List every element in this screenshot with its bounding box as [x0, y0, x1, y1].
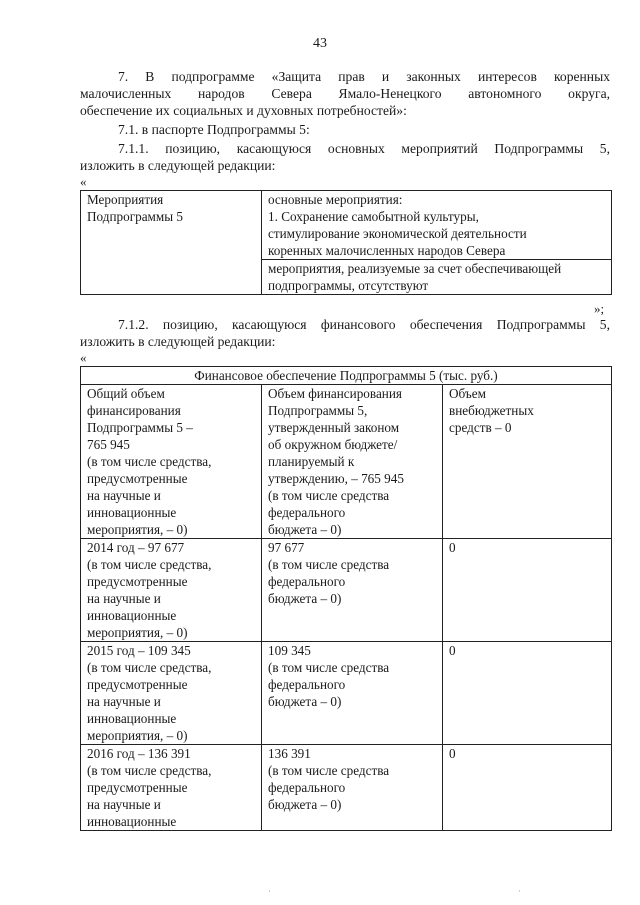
table-row [81, 745, 612, 831]
cell-line: финансирования [87, 403, 181, 418]
cell-line: средств – 0 [449, 420, 512, 435]
cell-line: бюджета – 0) [268, 522, 342, 537]
cell-line: федерального [268, 505, 346, 520]
page-number: 43 [313, 36, 327, 51]
table-row [81, 642, 612, 745]
cell-line: внебюджетных [449, 403, 534, 418]
cell-line: Общий объем [87, 386, 165, 401]
head-budget-cell [262, 385, 443, 539]
cell-line: 97 677 [268, 540, 305, 555]
cell-line: (в том числе средства, [87, 454, 212, 469]
activities-main-cell: основные мероприятия: 1. Сохранение самобытной культуры, стимулирование экономической деятельности коренных малочисленных народов Севера [262, 191, 612, 260]
cell-line: 136 391 [268, 746, 311, 761]
open-quote: « [80, 174, 87, 189]
paragraph-7-line3: обеспечение их социальных и духовных потребностей»: [80, 103, 407, 118]
cell-line: федерального [268, 677, 346, 692]
year-2015-cell [81, 642, 262, 745]
cell-line: 0 [449, 643, 456, 658]
cell-line: мероприятия, – 0) [87, 522, 188, 537]
cell-line: федерального [268, 780, 346, 795]
cell-line: Объем финансирования [268, 386, 402, 401]
paragraph-7-line2: малочисленных народов Севера Ямало-Ненецкого автономного округа, [80, 86, 610, 101]
cell-line: инновационные [87, 505, 177, 520]
financing-table-title: Финансовое обеспечение Подпрограммы 5 (тыс. руб.) [81, 367, 612, 385]
cell-line: 2016 год – 136 391 [87, 746, 191, 761]
scan-mark-right: · [518, 886, 521, 896]
cell-line: утверждению, – 765 945 [268, 471, 404, 486]
cell-line: (в том числе средства [268, 660, 390, 675]
cell-line: (в том числе средства [268, 763, 390, 778]
paragraph-7-1-1-line2: изложить в следующей редакции: [80, 158, 276, 173]
cell-line: 765 945 [87, 437, 130, 452]
cell-line: на научные и [87, 694, 161, 709]
year-2014-offbudget-cell [443, 539, 612, 642]
year-2015-budget-cell [262, 642, 443, 745]
paragraph-7-1: 7.1. в паспорте Подпрограммы 5: [118, 122, 310, 137]
year-2015-offbudget-cell [443, 642, 612, 745]
year-2014-budget-cell [262, 539, 443, 642]
cell-line: (в том числе средства, [87, 557, 212, 572]
year-2016-budget-cell [262, 745, 443, 831]
cell-line: мероприятия, – 0) [87, 728, 188, 743]
paragraph-7-line1: 7. В подпрограмме «Защита прав и законных интересов коренных [118, 69, 610, 84]
financing-table [80, 366, 612, 831]
cell-line: инновационные [87, 608, 177, 623]
cell-line: утвержденный законом [268, 420, 400, 435]
scan-mark-left: · [268, 886, 271, 896]
cell-line: 109 345 [268, 643, 311, 658]
cell-line: (в том числе средства [268, 557, 390, 572]
year-2016-offbudget-cell [443, 745, 612, 831]
cell-line: инновационные [87, 711, 177, 726]
cell-line: 2015 год – 109 345 [87, 643, 191, 658]
activities-table [80, 190, 612, 295]
cell-line: на научные и [87, 797, 161, 812]
cell-line: предусмотренные [87, 574, 188, 589]
cell-line: инновационные [87, 814, 177, 829]
paragraph-7-1-1-line1: 7.1.1. позицию, касающуюся основных мероприятий Подпрограммы 5, [118, 141, 610, 156]
cell-line: на научные и [87, 488, 161, 503]
head-total-cell [81, 385, 262, 539]
cell-line: Подпрограммы 5, [268, 403, 368, 418]
year-2016-cell [81, 745, 262, 831]
cell-line: предусмотренные [87, 471, 188, 486]
cell-line: (в том числе средства [268, 488, 390, 503]
cell-line: 0 [449, 540, 456, 555]
table-row [81, 385, 612, 539]
paragraph-7-1-2-line2: изложить в следующей редакции: [80, 334, 276, 349]
paragraph-7-1-2-line1: 7.1.2. позицию, касающуюся финансового обеспечения Подпрограммы 5, [118, 317, 610, 332]
head-offbudget-cell [443, 385, 612, 539]
open-quote-2: « [80, 350, 87, 365]
cell-line: Объем [449, 386, 486, 401]
close-quote: »; [594, 301, 605, 316]
cell-line: бюджета – 0) [268, 797, 342, 812]
cell-line: 2014 год – 97 677 [87, 540, 185, 555]
cell-line: бюджета – 0) [268, 694, 342, 709]
cell-line: об окружном бюджете/ [268, 437, 398, 452]
cell-line: предусмотренные [87, 780, 188, 795]
cell-line: предусмотренные [87, 677, 188, 692]
cell-line: мероприятия, – 0) [87, 625, 188, 640]
cell-line: федерального [268, 574, 346, 589]
cell-line: 0 [449, 746, 456, 761]
activities-label-cell: Мероприятия Подпрограммы 5 [81, 191, 262, 295]
cell-line: Подпрограммы 5 – [87, 420, 193, 435]
cell-line: (в том числе средства, [87, 763, 212, 778]
cell-line: (в том числе средства, [87, 660, 212, 675]
table-row [81, 539, 612, 642]
cell-line: бюджета – 0) [268, 591, 342, 606]
activities-extra-cell: мероприятия, реализуемые за счет обеспечивающей подпрограммы, отсутствуют [262, 260, 612, 295]
year-2014-cell [81, 539, 262, 642]
cell-line: на научные и [87, 591, 161, 606]
cell-line: планируемый к [268, 454, 355, 469]
